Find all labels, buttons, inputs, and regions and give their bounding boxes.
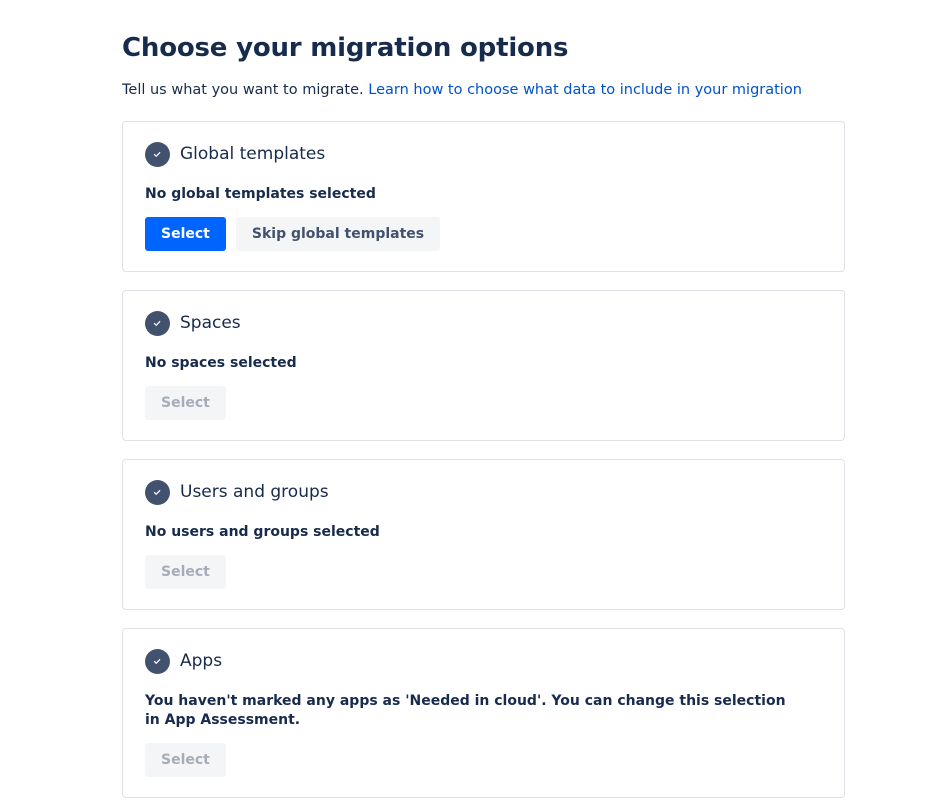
select-button[interactable]: Select bbox=[145, 217, 226, 251]
card-status-text: You haven't marked any apps as 'Needed in cloud'. You can change this selection in App Assessment. bbox=[145, 693, 786, 728]
card-actions bbox=[145, 217, 822, 251]
page-subtitle bbox=[122, 80, 845, 100]
select-button: Select bbox=[145, 743, 226, 777]
check-circle-icon bbox=[145, 649, 170, 674]
page-content bbox=[122, 28, 845, 800]
page-title: Choose your migration options bbox=[122, 33, 569, 63]
subtitle-text: Tell us what you want to migrate. bbox=[122, 82, 364, 98]
check-circle-icon bbox=[145, 480, 170, 505]
learn-more-link[interactable]: Learn how to choose what data to include in your migration bbox=[368, 82, 802, 98]
card-title: Users and groups bbox=[180, 482, 329, 502]
migration-card bbox=[122, 628, 845, 798]
card-header bbox=[145, 647, 822, 675]
card-header bbox=[145, 140, 822, 168]
select-button: Select bbox=[145, 555, 226, 589]
check-circle-icon bbox=[145, 311, 170, 336]
card-status-text: No spaces selected bbox=[145, 355, 297, 371]
card-title: Apps bbox=[180, 651, 223, 671]
migration-option-cards bbox=[122, 121, 845, 798]
card-status-text: No users and groups selected bbox=[145, 524, 380, 540]
card-actions bbox=[145, 743, 822, 777]
card-header bbox=[145, 309, 822, 337]
check-circle-icon bbox=[145, 142, 170, 167]
card-actions bbox=[145, 555, 822, 589]
card-status-text: No global templates selected bbox=[145, 186, 376, 202]
select-button: Select bbox=[145, 386, 226, 420]
card-header bbox=[145, 478, 822, 506]
migration-card bbox=[122, 121, 845, 272]
card-title: Global templates bbox=[180, 144, 326, 164]
skip-global-templates-button[interactable]: Skip global templates bbox=[236, 217, 440, 251]
card-actions bbox=[145, 386, 822, 420]
card-title: Spaces bbox=[180, 313, 241, 333]
migration-card bbox=[122, 290, 845, 441]
migration-card bbox=[122, 459, 845, 610]
